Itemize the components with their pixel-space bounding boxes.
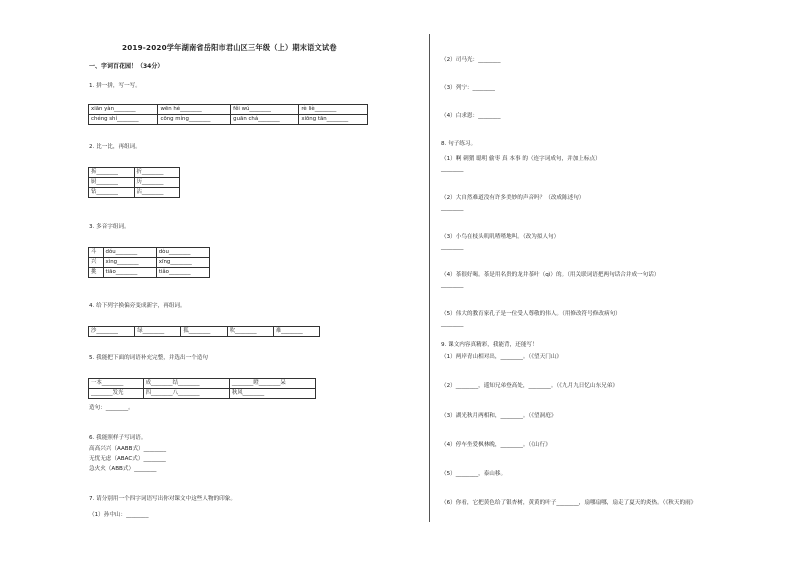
word-cell[interactable]: 狐________ — [181, 327, 227, 337]
word-pattern-line[interactable]: 无忧无虑（ABAC式）________ — [89, 456, 166, 462]
char-cell: 斗 — [89, 248, 104, 258]
sentence-task: （4）茶很好喝。茶是用名贵的龙井茶叶（qì）的。（用关联词语把两句话合并成一句话） — [441, 272, 660, 278]
word-pattern-line[interactable]: 急火火（ABB式）________ — [89, 466, 157, 472]
word-cell[interactable]: 沙________ — [89, 327, 135, 337]
idiom-cell[interactable]: 秋风________ — [229, 389, 315, 399]
question-7-prompt: 7. 请分别用一个四字词语写出你对课文中这些人物的印象。 — [89, 496, 236, 502]
word-cell[interactable]: 拆________ — [89, 168, 135, 178]
question-9-prompt: 9. 课文内容真精彩，我能背，还能写！ — [441, 342, 538, 348]
idiom-cell[interactable]: ________瞪________呆 — [229, 379, 315, 389]
idiom-cell[interactable]: 一本________ — [89, 379, 144, 389]
question-1-prompt: 1. 拼一拼，写一写。 — [89, 83, 141, 89]
word-cell[interactable]: 难________ — [273, 327, 319, 337]
pinyin-cell[interactable]: cōng míng________ — [158, 115, 231, 125]
word-cell[interactable]: 历________ — [134, 178, 180, 188]
impression-line[interactable]: （2）司马光：________ — [441, 57, 501, 63]
answer-blank[interactable]: ________ — [441, 166, 464, 172]
word-cell[interactable]: tiǎo________ — [156, 268, 209, 278]
answer-blank[interactable]: ________ — [441, 321, 464, 327]
question-8-prompt: 8. 句子练习。 — [441, 141, 477, 147]
pinyin-cell[interactable]: fěi wú________ — [231, 105, 299, 115]
column-divider — [429, 34, 430, 522]
word-cell[interactable]: dǒu________ — [103, 248, 156, 258]
recitation-line[interactable]: （6）你看，它把黄色给了银杏树，黄黄的叶子________，扇哪扇哪，扇走了夏天的炎热。（《秋天的雨》 — [441, 500, 697, 506]
radical-table — [88, 326, 320, 337]
page-title: 2019-2020学年湖南省岳阳市君山区三年级（上）期末语文试卷 — [122, 43, 337, 52]
word-cell[interactable]: xīng________ — [156, 258, 209, 268]
sentence-task: （5）伟大的教育家孔子是一位受人尊敬的伟人。（用修改符号修改病句） — [441, 311, 621, 317]
sentence-blank[interactable]: 造句：________。 — [89, 405, 134, 411]
pinyin-cell[interactable]: xiōng tān________ — [299, 115, 368, 125]
char-cell: 兴 — [89, 258, 104, 268]
word-cell[interactable]: tiāo________ — [103, 268, 156, 278]
section-heading: 一、字词百花园！（34分） — [89, 63, 164, 70]
question-5-prompt: 5. 我能把下面的词语补充完整，并选出一个造句 — [89, 355, 208, 361]
word-cell[interactable]: 钻________ — [89, 188, 135, 198]
pinyin-cell[interactable]: rè liè________ — [299, 105, 368, 115]
idiom-cell[interactable]: ________发光 — [89, 389, 144, 399]
word-cell[interactable]: 沾________ — [134, 188, 180, 198]
answer-blank[interactable]: ________ — [441, 244, 464, 250]
impression-line[interactable]: （1）孙中山：________ — [89, 512, 149, 518]
char-cell: 挑 — [89, 268, 104, 278]
recitation-line[interactable]: （1）两岸青山相对出，________。（《望天门山》 — [441, 354, 563, 360]
recitation-line[interactable]: （5）________，泰山移。 — [441, 471, 507, 477]
recitation-line[interactable]: （2）________，遥知兄弟登高处，________。（《九月九日忆山东兄弟》 — [441, 383, 618, 389]
polyphone-table — [88, 247, 210, 278]
word-cell[interactable]: dòu________ — [156, 248, 209, 258]
impression-line[interactable]: （3）列宁：________ — [441, 85, 495, 91]
compare-table — [88, 167, 180, 198]
question-2-prompt: 2. 比一比，再组词。 — [89, 144, 141, 150]
word-cell[interactable]: 厨________ — [89, 178, 135, 188]
answer-blank[interactable]: ________ — [441, 205, 464, 211]
recitation-line[interactable]: （3）湖光秋月两相和，________。（《望洞庭》 — [441, 413, 557, 419]
idiom-cell[interactable]: 四________八________ — [143, 389, 229, 399]
pinyin-table — [88, 104, 368, 125]
question-3-prompt: 3. 多音字组词。 — [89, 224, 130, 230]
word-cell[interactable]: 吹________ — [227, 327, 273, 337]
question-4-prompt: 4. 给下列字换偏旁变成新字，再组词。 — [89, 303, 186, 309]
impression-line[interactable]: （4）白求恩：________ — [441, 113, 501, 119]
idiom-cell[interactable]: 成________结________ — [143, 379, 229, 389]
pinyin-cell[interactable]: guān chá________ — [231, 115, 299, 125]
sentence-task: （2）大自然难道没有许多美妙的声音吗？（改成陈述句） — [441, 195, 585, 201]
sentence-task: （1）啊 刺猬 聪明 偷枣 真 本事 的（连字词成句，并加上标点） — [441, 156, 601, 162]
word-cell[interactable]: 绿________ — [135, 327, 181, 337]
pinyin-cell[interactable]: wēn hé________ — [158, 105, 231, 115]
pinyin-cell[interactable]: xiān yàn________ — [89, 105, 158, 115]
recitation-line[interactable]: （4）停车坐爱枫林晚，________。（《山行》 — [441, 442, 551, 448]
question-6-prompt: 6. 我能照样子写词语。 — [89, 435, 147, 441]
sentence-task: （3）小鸟在枝头叽叽喳喳地叫。（改为拟人句） — [441, 234, 560, 240]
pinyin-cell[interactable]: chéng shí________ — [89, 115, 158, 125]
idiom-table — [88, 378, 316, 399]
word-cell[interactable]: xìng________ — [103, 258, 156, 268]
word-cell[interactable]: 折________ — [134, 168, 180, 178]
word-pattern-line[interactable]: 高高兴兴（AABB式）________ — [89, 446, 167, 452]
answer-blank[interactable]: ________ — [441, 282, 464, 288]
